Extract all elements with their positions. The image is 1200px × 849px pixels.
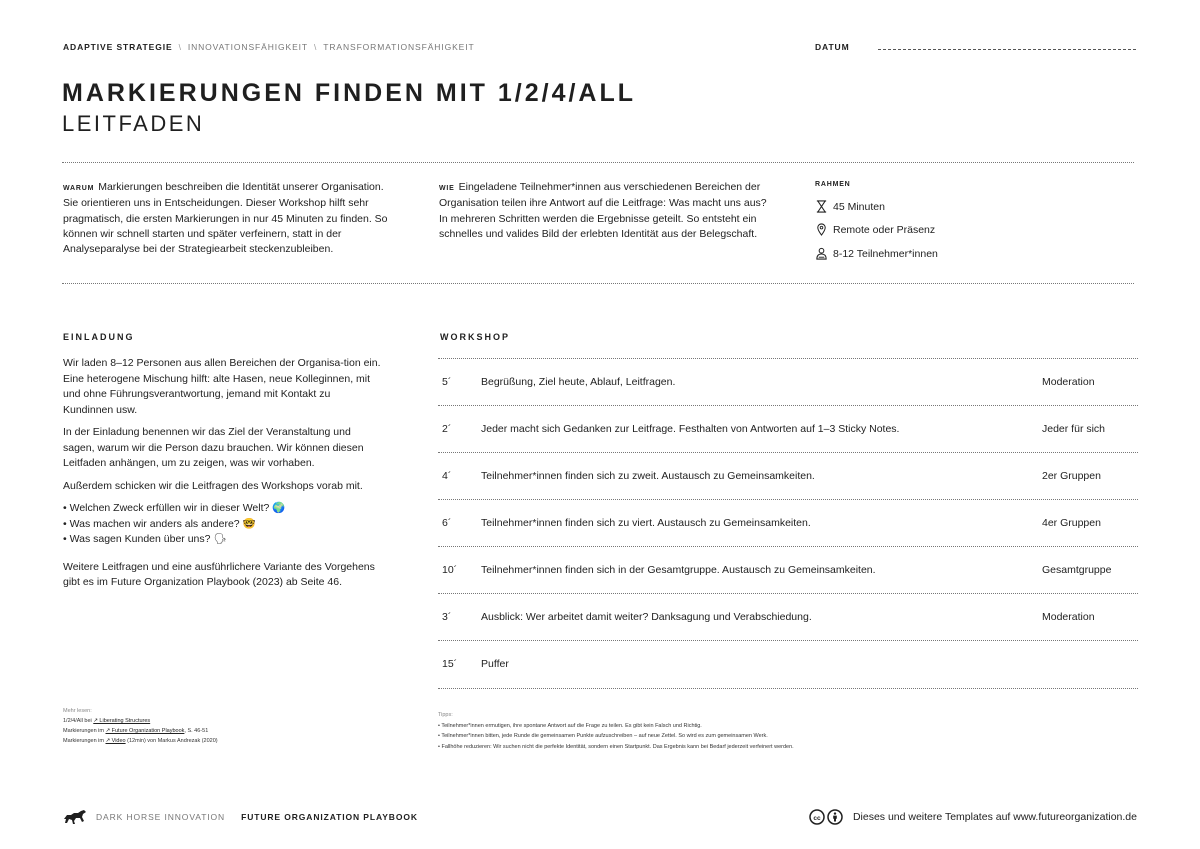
breadcrumb-item-transformationsfaehigkeit[interactable]: TRANSFORMATIONSFÄHIGKEIT [323, 42, 475, 52]
step-activity: Teilnehmer*innen finden sich in der Gesamtgruppe. Austausch zu Gemeinsamkeiten. [481, 564, 876, 576]
wie-text: Eingeladene Teilnehmer*innen aus verschiedenen Bereichen der Organisation teilen ihre Antwort auf die Leitfrage: Was macht uns aus? In mehreren Schritten werden die Ergebnisse geteilt. So entsteht ein schnelles und valides Bild der erlebten Identität aus der Belegschaft. [439, 181, 767, 240]
attribution-icon [827, 809, 843, 825]
einladung-body [63, 356, 383, 598]
video-link[interactable]: ↗ Video [105, 738, 126, 744]
mehr-lesen-block [63, 706, 218, 746]
einladung-paragraph-4: Weitere Leitfragen und eine ausführlichere Variante des Vorgehens gibt es im Future Organization Playbook (2023) ab Seite 46. [63, 560, 375, 588]
einladung-paragraph-3: Außerdem schicken wir die Leitfragen des Workshops vorab mit. [63, 479, 363, 492]
mehr-lesen-label: Mehr lesen: [63, 708, 92, 714]
step-duration: 10´ [442, 564, 458, 576]
step-duration: 5´ [442, 376, 452, 388]
breadcrumb-item-adaptive-strategie[interactable]: ADAPTIVE STRATEGIE [63, 42, 173, 52]
brand-name: DARK HORSE INNOVATION [96, 812, 226, 822]
rahmen-participants-text: 8-12 Teilnehmer*innen [833, 247, 938, 260]
step-activity: Teilnehmer*innen finden sich zu zweit. Austausch zu Gemeinsamkeiten. [481, 470, 815, 482]
mehr-lesen-text: 1/2/4/All bei [63, 718, 92, 724]
rahmen-duration [815, 200, 885, 213]
page-subtitle: LEITFADEN [62, 111, 205, 136]
step-duration: 3´ [442, 611, 452, 623]
workshop-heading: WORKSHOP [440, 332, 510, 342]
footer-license [809, 809, 1137, 825]
playbook-name: FUTURE ORGANIZATION PLAYBOOK [241, 812, 418, 822]
step-activity: Teilnehmer*innen finden sich zu viert. Austausch zu Gemeinsamkeiten. [481, 517, 811, 529]
rahmen-location-text: Remote oder Präsenz [833, 223, 936, 236]
list-item: • Fallhöhe reduzieren: Wir suchen nicht die perfekte Identität, sondern einen Startpunkt. Das Ergebnis kann bei Bedarf jederzeit verfeinert werden. [438, 742, 794, 753]
einladung-heading: EINLADUNG [63, 332, 135, 342]
rahmen-duration-text: 45 Minuten [833, 200, 885, 213]
cc-icon [809, 809, 825, 825]
einladung-paragraph-2: In der Einladung benennen wir das Ziel der Veranstaltung und sagen, warum wir die Person dazu brauchen. Wir können diesen Leitfaden anhängen, um zu zeigen, was wir vorhaben. [63, 426, 364, 469]
horse-logo-icon [62, 809, 88, 825]
list-item: • Was sagen Kunden über uns? 🗣 [63, 532, 383, 548]
step-activity: Puffer [481, 658, 509, 670]
row-divider [438, 688, 1138, 689]
step-role: Moderation [1042, 376, 1095, 388]
rahmen-location [815, 223, 935, 236]
date-label: DATUM [815, 42, 850, 52]
tips-block [438, 710, 794, 752]
step-role: Jeder für sich [1042, 423, 1106, 435]
step-duration: 6´ [442, 517, 452, 529]
warum-text: Markierungen beschreiben die Identität unserer Organisation. Sie orientieren uns in Entscheidungen. Dieser Workshop hilft sehr pragmatisch, die ersten Markierungen in nur 45 Minuten zu finden. So können wir schnell starten und später verfeinern, statt in der Analyseparalyse bei der Strategiearbeit steckenzubleiben. [63, 181, 388, 256]
leitfragen-list [63, 501, 383, 548]
mehr-lesen-text: , S. 46-51 [184, 728, 209, 734]
step-activity: Jeder macht sich Gedanken zur Leitfrage. Festhalten von Antworten auf 1–3 Sticky Notes. [481, 423, 900, 435]
rahmen-participants [815, 247, 938, 260]
svg-text:cc: cc [813, 814, 821, 822]
step-duration: 15´ [442, 658, 458, 670]
step-duration: 2´ [442, 423, 452, 435]
warum-label: WARUM [63, 185, 95, 192]
table-row [438, 594, 1138, 640]
breadcrumb-item-innovationsfaehigkeit[interactable]: INNOVATIONSFÄHIGKEIT [187, 42, 308, 52]
list-item: • Welchen Zweck erfüllen wir in dieser Welt? 🌍 [63, 501, 383, 517]
tips-label: Tipps: [438, 712, 453, 718]
location-pin-icon [815, 223, 828, 236]
playbook-link[interactable]: ↗ Future Organization Playbook [105, 728, 185, 734]
liberating-structures-link[interactable]: ↗ Liberating Structures [93, 718, 151, 724]
wie-block [439, 180, 767, 242]
step-activity: Ausblick: Wer arbeitet damit weiter? Danksagung und Verabschiedung. [481, 611, 812, 623]
step-duration: 4´ [442, 470, 452, 482]
breadcrumb [63, 42, 475, 52]
breadcrumb-separator: \ [178, 42, 182, 52]
divider-top [62, 162, 1134, 163]
mehr-lesen-line [63, 736, 218, 746]
tips-list [438, 721, 794, 753]
mehr-lesen-line [63, 726, 218, 736]
list-item: • Was machen wir anders als andere? 🤓 [63, 517, 383, 533]
list-item: • Teilnehmer*innen bitten, jede Runde die gemeinsamen Punkte aufzuschreiben – auf neue Zettel. So wird es zum gemeinsamen Werk. [438, 731, 794, 742]
breadcrumb-separator: \ [314, 42, 318, 52]
mehr-lesen-text: (12min) von Markus Andrezak (2020) [127, 738, 218, 744]
step-role: Gesamtgruppe [1042, 564, 1112, 576]
rahmen-label: RAHMEN [815, 181, 851, 188]
mehr-lesen-text: Markierungen im [63, 738, 104, 744]
page-title: MARKIERUNGEN FINDEN MIT 1/2/4/ALL [62, 79, 637, 107]
hourglass-icon [815, 200, 828, 213]
table-row [438, 453, 1138, 499]
divider-middle [62, 283, 1134, 284]
list-item: • Teilnehmer*innen ermutigen, ihre spontane Antwort auf die Frage zu teilen. Es gibt kein Falsch und Richtig. [438, 721, 794, 732]
table-row [438, 359, 1138, 405]
group-icon [815, 247, 828, 260]
table-row [438, 500, 1138, 546]
table-row [438, 406, 1138, 452]
step-role: 4er Gruppen [1042, 517, 1101, 529]
date-field-line[interactable] [878, 49, 1136, 50]
step-activity: Begrüßung, Ziel heute, Ablauf, Leitfragen. [481, 376, 676, 388]
mehr-lesen-text: Markierungen im [63, 728, 104, 734]
footer-brand [62, 809, 418, 825]
table-row [438, 641, 1138, 687]
wie-label: WIE [439, 185, 455, 192]
creative-commons-badge [809, 809, 843, 825]
warum-block [63, 180, 398, 257]
step-role: Moderation [1042, 611, 1095, 623]
footer-website-text[interactable]: Dieses und weitere Templates auf www.futureorganization.de [852, 811, 1137, 823]
einladung-paragraph-1: Wir laden 8–12 Personen aus allen Bereichen der Organisa-tion ein. Eine heterogene Mischung hilft: alte Hasen, neue Kolleginnen, mit und ohne Führungsverantwortung, jemand mit Kontakt zu Kundinnen usw. [63, 357, 381, 416]
table-row [438, 547, 1138, 593]
mehr-lesen-line [63, 716, 218, 726]
step-role: 2er Gruppen [1042, 470, 1101, 482]
